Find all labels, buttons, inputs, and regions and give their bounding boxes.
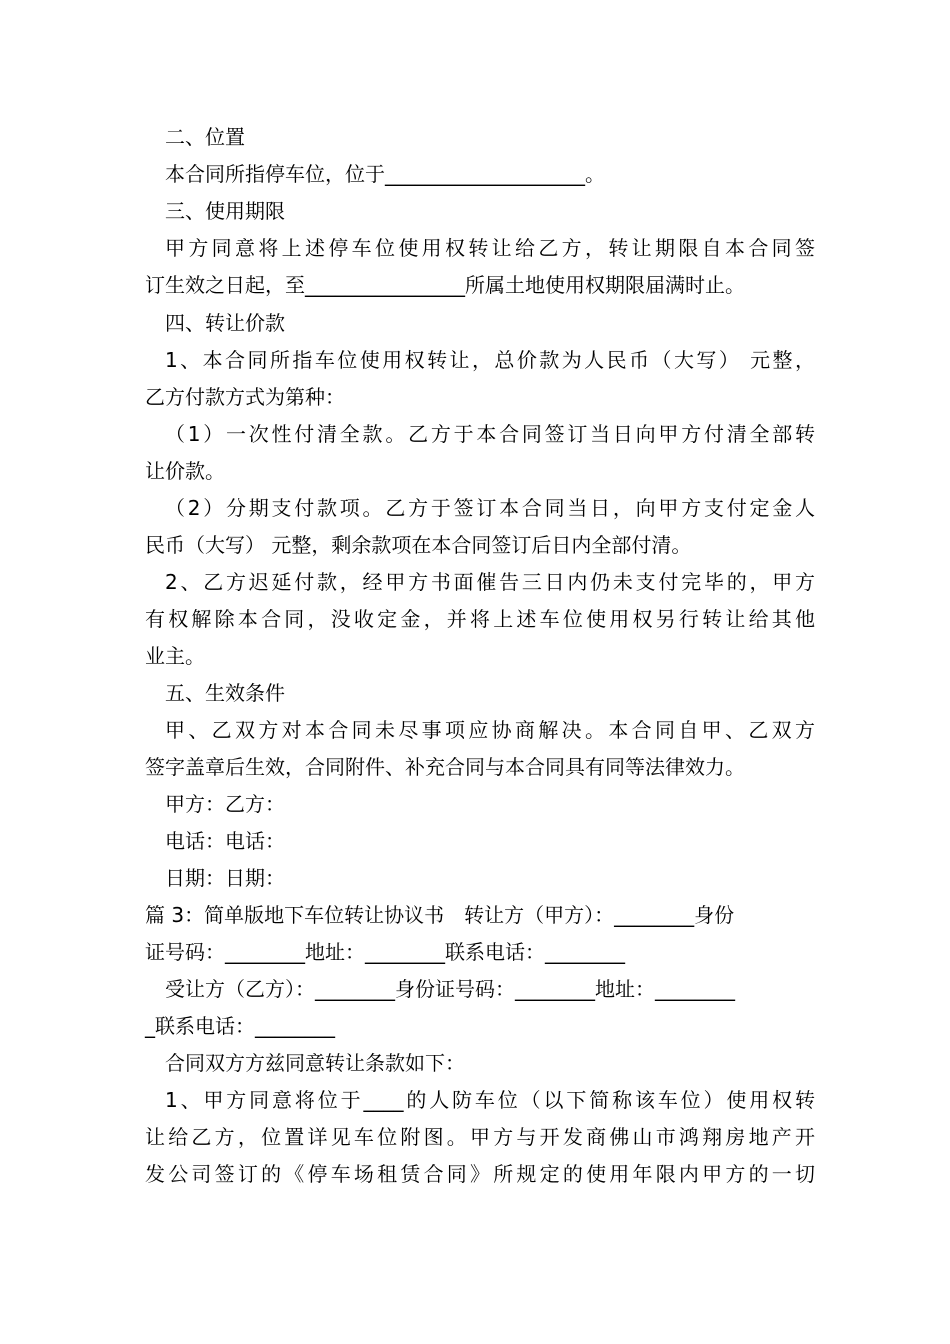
heading-term: 三、使用期限	[165, 199, 285, 223]
paragraph-line: 受让方（乙方）：________身份证号码：________地址：________	[165, 977, 735, 1001]
paragraph-line: 2、乙方迟延付款，经甲方书面催告三日内仍未支付完毕的，甲方	[165, 570, 815, 594]
paragraph-line: 发公司签订的《停车场租赁合同》所规定的使用年限内甲方的一切	[145, 1162, 815, 1186]
signature-date: 日期：日期：	[165, 866, 285, 890]
paragraph-line: 1、本合同所指车位使用权转让，总价款为人民币（大写） 元整，	[165, 348, 815, 372]
paragraph-line: 有权解除本合同，没收定金，并将上述车位使用权另行转让给其他	[145, 607, 815, 631]
heading-location: 二、位置	[165, 125, 245, 149]
signature-party: 甲方：乙方：	[165, 792, 285, 816]
paragraph-line: _联系电话：________	[145, 1014, 335, 1038]
paragraph-line: 业主。	[145, 644, 205, 668]
paragraph-line: 民币（大写） 元整，剩余款项在本合同签订后日内全部付清。	[145, 533, 692, 557]
paragraph-line: （2）分期支付款项。乙方于签订本合同当日，向甲方支付定金人	[165, 496, 815, 520]
section-title-line: 篇 3：简单版地下车位转让协议书 转让方（甲方）：________身份	[145, 903, 735, 927]
paragraph-line: 让给乙方，位置详见车位附图。甲方与开发商佛山市鸿翔房地产开	[145, 1125, 815, 1149]
paragraph-line: 让价款。	[145, 459, 225, 483]
paragraph-line: 订生效之日起，至________________所属土地使用权期限届满时止。	[145, 273, 745, 297]
paragraph-line: 甲方同意将上述停车位使用权转让给乙方，转让期限自本合同签	[165, 236, 815, 260]
paragraph-line: 证号码：________地址：________联系电话：________	[145, 940, 625, 964]
paragraph-line: （1）一次性付清全款。乙方于本合同签订当日向甲方付清全部转	[165, 422, 815, 446]
heading-conditions: 五、生效条件	[165, 681, 285, 705]
paragraph-line: 甲、乙双方对本合同未尽事项应协商解决。本合同自甲、乙双方	[165, 718, 815, 742]
paragraph-line: 合同双方方兹同意转让条款如下：	[165, 1051, 465, 1075]
paragraph-line: 签字盖章后生效，合同附件、补充合同与本合同具有同等法律效力。	[145, 755, 745, 779]
paragraph-line: 乙方付款方式为第种：	[145, 385, 345, 409]
paragraph-line: 1、甲方同意将位于____的人防车位（以下简称该车位）使用权转	[165, 1088, 815, 1112]
heading-price: 四、转让价款	[165, 311, 285, 335]
signature-phone: 电话：电话：	[165, 829, 285, 853]
paragraph-line: 本合同所指停车位，位于____________________。	[165, 162, 605, 186]
